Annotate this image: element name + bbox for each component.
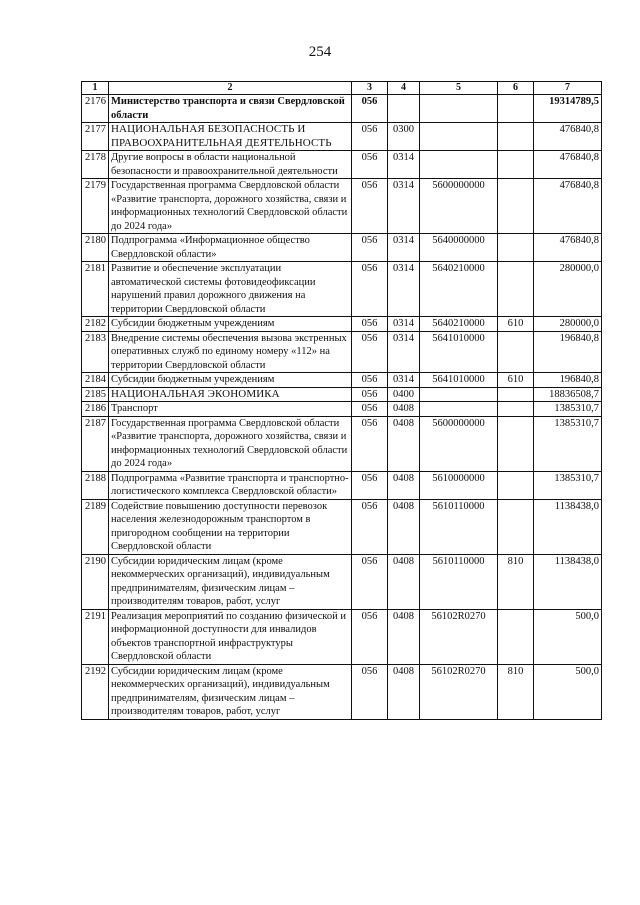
ministry-code-cell: 056 bbox=[352, 609, 388, 664]
ministry-code-cell: 056 bbox=[352, 331, 388, 373]
ministry-code-cell: 056 bbox=[352, 416, 388, 471]
amount-cell: 280000,0 bbox=[534, 317, 602, 332]
section-code-cell bbox=[388, 95, 420, 123]
item-name-cell: Реализация мероприятий по созданию физической и информационной доступности для инвалидов объектов транспортной инфраструктуры Свердловской области bbox=[109, 609, 352, 664]
ministry-code-cell: 056 bbox=[352, 499, 388, 554]
section-code-cell: 0314 bbox=[388, 331, 420, 373]
expense-type-cell bbox=[498, 387, 534, 402]
expense-type-cell: 810 bbox=[498, 554, 534, 609]
amount-cell: 476840,8 bbox=[534, 179, 602, 234]
table-row bbox=[82, 499, 602, 554]
ministry-code-cell: 056 bbox=[352, 373, 388, 388]
ministry-code-cell: 056 bbox=[352, 179, 388, 234]
item-name-cell: Развитие и обеспечение эксплуатации автоматической системы фотовидеофиксации нарушений правил дорожного движения на территории Свердловской области bbox=[109, 262, 352, 317]
ministry-code-cell: 056 bbox=[352, 387, 388, 402]
expense-type-cell: 610 bbox=[498, 317, 534, 332]
amount-cell: 196840,8 bbox=[534, 331, 602, 373]
row-number-cell: 2182 bbox=[82, 317, 109, 332]
section-code-cell: 0408 bbox=[388, 402, 420, 417]
row-number-cell: 2189 bbox=[82, 499, 109, 554]
header-col-2: 2 bbox=[109, 82, 352, 95]
ministry-code-cell: 056 bbox=[352, 471, 388, 499]
table-body bbox=[82, 95, 602, 720]
budget-table bbox=[81, 81, 602, 720]
page-number: 254 bbox=[308, 44, 332, 60]
section-code-cell: 0314 bbox=[388, 317, 420, 332]
ministry-code-cell: 056 bbox=[352, 262, 388, 317]
table-row bbox=[82, 179, 602, 234]
table-row bbox=[82, 387, 602, 402]
row-number-cell: 2188 bbox=[82, 471, 109, 499]
row-number-cell: 2178 bbox=[82, 151, 109, 179]
amount-cell: 1138438,0 bbox=[534, 499, 602, 554]
row-number-cell: 2185 bbox=[82, 387, 109, 402]
expense-type-cell bbox=[498, 609, 534, 664]
table-row bbox=[82, 123, 602, 151]
section-code-cell: 0408 bbox=[388, 499, 420, 554]
amount-cell: 18836508,7 bbox=[534, 387, 602, 402]
expense-type-cell bbox=[498, 151, 534, 179]
section-code-cell: 0400 bbox=[388, 387, 420, 402]
amount-cell: 196840,8 bbox=[534, 373, 602, 388]
target-article-cell: 5640210000 bbox=[420, 317, 498, 332]
row-number-cell: 2190 bbox=[82, 554, 109, 609]
target-article-cell: 5640210000 bbox=[420, 262, 498, 317]
ministry-code-cell: 056 bbox=[352, 317, 388, 332]
table-row bbox=[82, 373, 602, 388]
ministry-code-cell: 056 bbox=[352, 664, 388, 719]
item-name-cell: НАЦИОНАЛЬНАЯ ЭКОНОМИКА bbox=[109, 387, 352, 402]
item-name-cell: Субсидии бюджетным учреждениям bbox=[109, 373, 352, 388]
amount-cell: 1385310,7 bbox=[534, 416, 602, 471]
expense-type-cell bbox=[498, 262, 534, 317]
target-article-cell bbox=[420, 123, 498, 151]
item-name-cell: Субсидии юридическим лицам (кроме некоммерческих организаций), индивидуальным предпринимателям, физическим лицам – производителям товаров, работ, услуг bbox=[109, 554, 352, 609]
header-col-4: 4 bbox=[388, 82, 420, 95]
target-article-cell bbox=[420, 151, 498, 179]
item-name-cell: Транспорт bbox=[109, 402, 352, 417]
item-name-cell: Государственная программа Свердловской области «Развитие транспорта, дорожного хозяйства, связи и информационных технологий Свердловской области до 2024 года» bbox=[109, 179, 352, 234]
target-article-cell: 56102R0270 bbox=[420, 664, 498, 719]
target-article-cell: 5641010000 bbox=[420, 331, 498, 373]
table-row bbox=[82, 317, 602, 332]
section-code-cell: 0314 bbox=[388, 262, 420, 317]
expense-type-cell bbox=[498, 95, 534, 123]
amount-cell: 1138438,0 bbox=[534, 554, 602, 609]
amount-cell: 500,0 bbox=[534, 664, 602, 719]
target-article-cell: 5641010000 bbox=[420, 373, 498, 388]
target-article-cell: 5600000000 bbox=[420, 416, 498, 471]
header-col-3: 3 bbox=[352, 82, 388, 95]
row-number-cell: 2176 bbox=[82, 95, 109, 123]
target-article-cell: 56102R0270 bbox=[420, 609, 498, 664]
row-number-cell: 2192 bbox=[82, 664, 109, 719]
target-article-cell bbox=[420, 95, 498, 123]
expense-type-cell: 610 bbox=[498, 373, 534, 388]
expense-type-cell: 810 bbox=[498, 664, 534, 719]
item-name-cell: Содействие повышению доступности перевозок населения железнодорожным транспортом в пригородном сообщении на территории Свердловской области bbox=[109, 499, 352, 554]
row-number-cell: 2180 bbox=[82, 234, 109, 262]
row-number-cell: 2187 bbox=[82, 416, 109, 471]
item-name-cell: НАЦИОНАЛЬНАЯ БЕЗОПАСНОСТЬ И ПРАВООХРАНИТЕЛЬНАЯ ДЕЯТЕЛЬНОСТЬ bbox=[109, 123, 352, 151]
section-code-cell: 0408 bbox=[388, 664, 420, 719]
header-col-5: 5 bbox=[420, 82, 498, 95]
header-col-1: 1 bbox=[82, 82, 109, 95]
item-name-cell: Субсидии юридическим лицам (кроме некоммерческих организаций), индивидуальным предпринимателям, физическим лицам – производителям товаров, работ, услуг bbox=[109, 664, 352, 719]
table-row bbox=[82, 416, 602, 471]
item-name-cell: Внедрение системы обеспечения вызова экстренных оперативных служб по единому номеру «112» на территории Свердловской области bbox=[109, 331, 352, 373]
section-code-cell: 0314 bbox=[388, 234, 420, 262]
ministry-code-cell: 056 bbox=[352, 402, 388, 417]
expense-type-cell bbox=[498, 416, 534, 471]
amount-cell: 1385310,7 bbox=[534, 402, 602, 417]
amount-cell: 476840,8 bbox=[534, 123, 602, 151]
amount-cell: 476840,8 bbox=[534, 234, 602, 262]
table-row bbox=[82, 262, 602, 317]
target-article-cell: 5610000000 bbox=[420, 471, 498, 499]
target-article-cell bbox=[420, 402, 498, 417]
item-name-cell: Другие вопросы в области национальной безопасности и правоохранительной деятельности bbox=[109, 151, 352, 179]
section-code-cell: 0300 bbox=[388, 123, 420, 151]
row-number-cell: 2184 bbox=[82, 373, 109, 388]
target-article-cell: 5610110000 bbox=[420, 554, 498, 609]
expense-type-cell bbox=[498, 402, 534, 417]
table-row bbox=[82, 95, 602, 123]
item-name-cell: Субсидии бюджетным учреждениям bbox=[109, 317, 352, 332]
expense-type-cell bbox=[498, 331, 534, 373]
expense-type-cell bbox=[498, 471, 534, 499]
section-code-cell: 0408 bbox=[388, 416, 420, 471]
item-name-cell: Министерство транспорта и связи Свердловской области bbox=[109, 95, 352, 123]
amount-cell: 19314789,5 bbox=[534, 95, 602, 123]
section-code-cell: 0408 bbox=[388, 554, 420, 609]
ministry-code-cell: 056 bbox=[352, 234, 388, 262]
amount-cell: 500,0 bbox=[534, 609, 602, 664]
row-number-cell: 2181 bbox=[82, 262, 109, 317]
table-row bbox=[82, 664, 602, 719]
header-col-7: 7 bbox=[534, 82, 602, 95]
section-code-cell: 0314 bbox=[388, 179, 420, 234]
table-row bbox=[82, 554, 602, 609]
row-number-cell: 2177 bbox=[82, 123, 109, 151]
table-row bbox=[82, 151, 602, 179]
row-number-cell: 2191 bbox=[82, 609, 109, 664]
ministry-code-cell: 056 bbox=[352, 95, 388, 123]
header-row bbox=[82, 82, 602, 95]
section-code-cell: 0408 bbox=[388, 471, 420, 499]
item-name-cell: Подпрограмма «Информационное общество Свердловской области» bbox=[109, 234, 352, 262]
table-row bbox=[82, 331, 602, 373]
target-article-cell: 5640000000 bbox=[420, 234, 498, 262]
expense-type-cell bbox=[498, 234, 534, 262]
item-name-cell: Государственная программа Свердловской области «Развитие транспорта, дорожного хозяйства, связи и информационных технологий Свердловской области до 2024 года» bbox=[109, 416, 352, 471]
expense-type-cell bbox=[498, 123, 534, 151]
ministry-code-cell: 056 bbox=[352, 123, 388, 151]
target-article-cell bbox=[420, 387, 498, 402]
expense-type-cell bbox=[498, 499, 534, 554]
ministry-code-cell: 056 bbox=[352, 151, 388, 179]
row-number-cell: 2183 bbox=[82, 331, 109, 373]
section-code-cell: 0408 bbox=[388, 609, 420, 664]
section-code-cell: 0314 bbox=[388, 373, 420, 388]
target-article-cell: 5610110000 bbox=[420, 499, 498, 554]
table-row bbox=[82, 402, 602, 417]
amount-cell: 1385310,7 bbox=[534, 471, 602, 499]
ministry-code-cell: 056 bbox=[352, 554, 388, 609]
row-number-cell: 2186 bbox=[82, 402, 109, 417]
target-article-cell: 5600000000 bbox=[420, 179, 498, 234]
table-row bbox=[82, 609, 602, 664]
header-col-6: 6 bbox=[498, 82, 534, 95]
table-row bbox=[82, 471, 602, 499]
amount-cell: 476840,8 bbox=[534, 151, 602, 179]
row-number-cell: 2179 bbox=[82, 179, 109, 234]
section-code-cell: 0314 bbox=[388, 151, 420, 179]
item-name-cell: Подпрограмма «Развитие транспорта и транспортно-логистического комплекса Свердловской области» bbox=[109, 471, 352, 499]
amount-cell: 280000,0 bbox=[534, 262, 602, 317]
expense-type-cell bbox=[498, 179, 534, 234]
table-row bbox=[82, 234, 602, 262]
